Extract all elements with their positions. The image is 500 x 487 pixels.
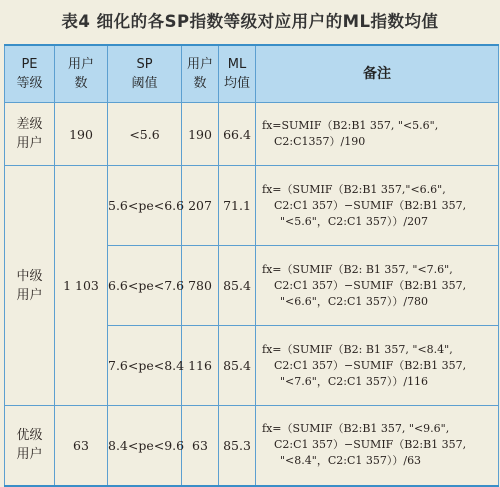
table-row — [5, 166, 499, 246]
ml-mean-cell: 85.4 — [219, 326, 256, 406]
ml-index-table — [4, 44, 499, 487]
header-row — [5, 45, 499, 103]
ml-mean-cell: 71.1 — [219, 166, 256, 246]
header-sub-user-count: 用户 数 — [182, 45, 219, 103]
pe-grade-cell: 差级 用户 — [5, 103, 55, 166]
table-row — [5, 406, 499, 486]
pe-grade-cell: 优级 用户 — [5, 406, 55, 486]
user-count-cell: 190 — [55, 103, 108, 166]
user-count-cell: 1 103 — [55, 166, 108, 406]
threshold-cell: 7.6<pe<8.4 — [108, 326, 182, 406]
sub-count-cell: 190 — [182, 103, 219, 166]
pe-grade-cell: 中级 用户 — [5, 166, 55, 406]
ml-mean-cell: 85.4 — [219, 246, 256, 326]
sub-count-cell: 780 — [182, 246, 219, 326]
ml-mean-cell: 66.4 — [219, 103, 256, 166]
header-sp-threshold: SP 阈值 — [108, 45, 182, 103]
header-pe-grade: PE 等级 — [5, 45, 55, 103]
formula-cell: fx=（SUMIF（B2:B1 357, "<9.6", C2:C1 357）−SUMIF（B2:B1 357, "<8.4"，C2:C1 357））/63 — [256, 406, 499, 486]
formula-cell: fx=（SUMIF（B2:B1 357,"<6.6", C2:C1 357）−SUMIF（B2:B1 357, "<5.6"，C2:C1 357））/207 — [256, 166, 499, 246]
sub-count-cell: 207 — [182, 166, 219, 246]
formula-cell: fx=SUMIF（B2:B1 357, "<5.6", C2:C1357）/190 — [256, 103, 499, 166]
formula-cell: fx=（SUMIF（B2: B1 357, "<8.4", C2:C1 357）−SUMIF（B2:B1 357, "<7.6"，C2:C1 357））/116 — [256, 326, 499, 406]
formula-cell: fx=（SUMIF（B2: B1 357, "<7.6", C2:C1 357）−SUMIF（B2:B1 357, "<6.6"，C2:C1 357））/780 — [256, 246, 499, 326]
sub-count-cell: 116 — [182, 326, 219, 406]
header-remark: 备注 — [256, 45, 499, 103]
ml-mean-cell: 85.3 — [219, 406, 256, 486]
header-ml-mean: ML 均值 — [219, 45, 256, 103]
header-user-count: 用户 数 — [55, 45, 108, 103]
threshold-cell: 6.6<pe<7.6 — [108, 246, 182, 326]
table-title: 表4 细化的各SP指数等级对应用户的ML指数均值 — [61, 12, 439, 31]
threshold-cell: <5.6 — [108, 103, 182, 166]
user-count-cell: 63 — [55, 406, 108, 486]
threshold-cell: 8.4<pe<9.6 — [108, 406, 182, 486]
threshold-cell: 5.6<pe<6.6 — [108, 166, 182, 246]
table-row — [5, 103, 499, 166]
sub-count-cell: 63 — [182, 406, 219, 486]
